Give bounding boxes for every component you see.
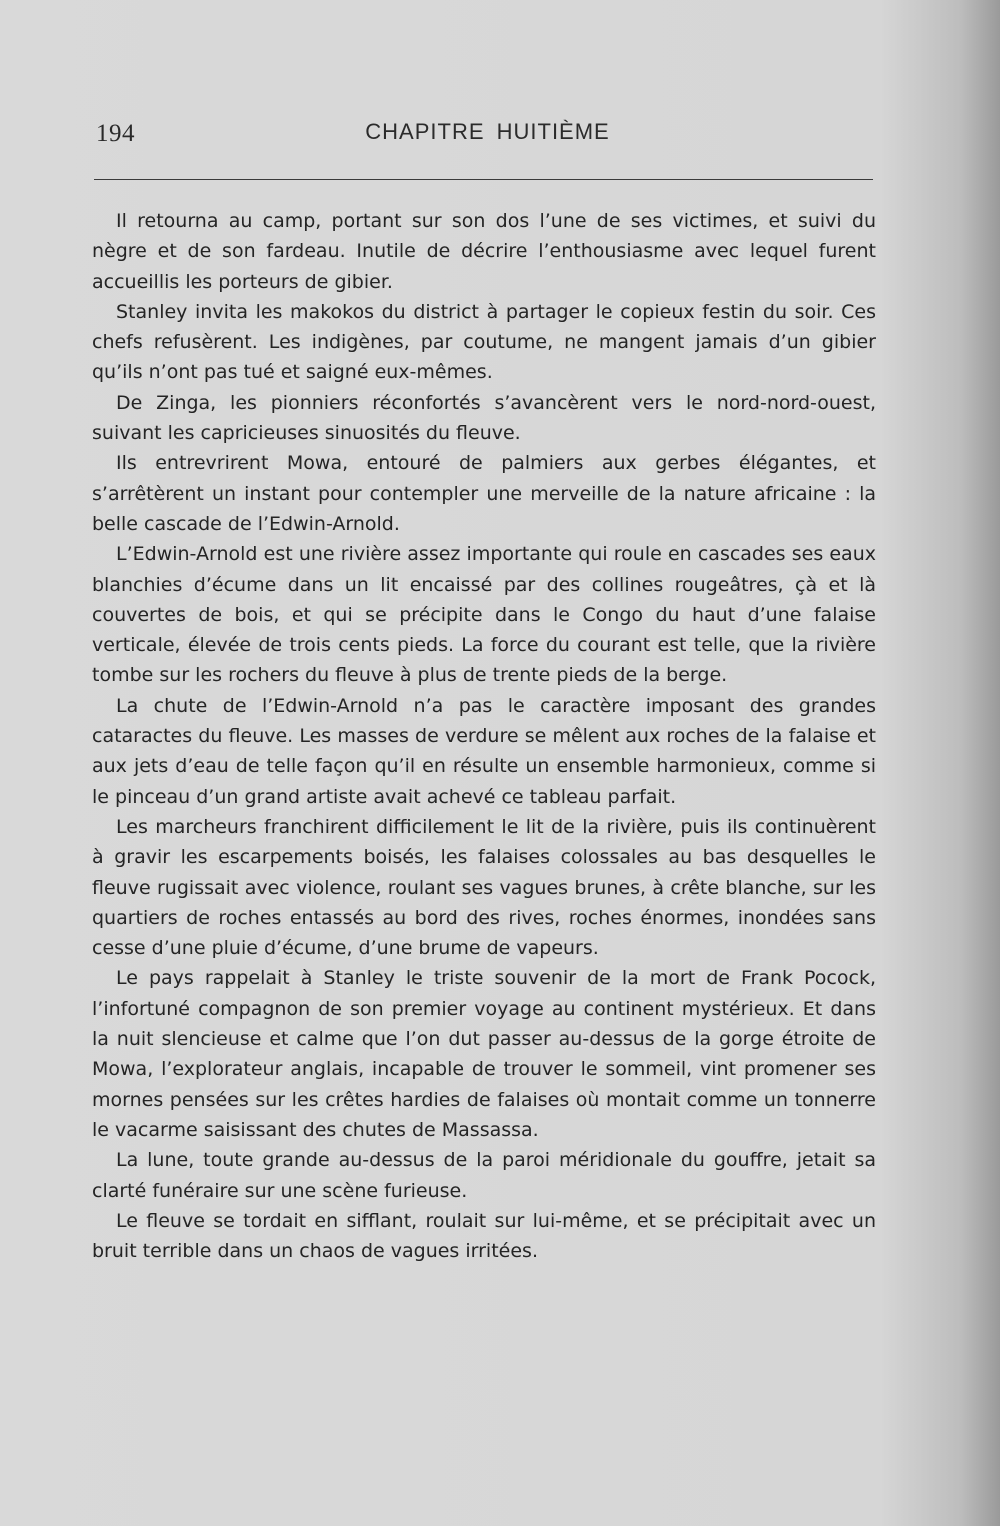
running-head: CHAPITRE HUITIÈME <box>365 119 610 144</box>
paragraph: De Zinga, les pionniers réconfortés s’avancèrent vers le nord-nord-ouest, suivant les capricieuses sinuosités du fleuve. <box>92 391 876 445</box>
header-rule <box>94 179 873 180</box>
paragraph: Le pays rappelait à Stanley le triste souvenir de la mort de Frank Pocock, l’infortuné compagnon de son premier voyage au continent mystérieux. Et dans la nuit slencieuse et calme que l’on dut passer au-dessus de la gorge étroite de Mowa, l’explorateur anglais, incapable de trouver le sommeil, vint promener ses mornes pensées sur les crêtes hardies de falaises où montait comme un tonnerre le vacarme saisissant des chutes de Massassa. <box>92 967 876 1141</box>
paragraph: Le fleuve se tordait en sifflant, roulait sur lui-même, et se précipitait avec un bruit terrible dans un chaos de vagues irritées. <box>92 1209 876 1263</box>
paragraph: Ils entrevrirent Mowa, entouré de palmiers aux gerbes élégantes, et s’arrêtèrent un instant pour contempler une merveille de la nature africaine : la belle cascade de l’Edwin-Arnold. <box>92 452 876 535</box>
paragraph: La chute de l’Edwin-Arnold n’a pas le caractère imposant des grandes cataractes du fleuve. Les masses de verdure se mêlent aux roches de la falaise et aux jets d’eau de telle façon qu’il en résulte un ensemble harmonieux, comme si le pinceau d’un grand artiste avait achevé ce tableau parfait. <box>92 694 876 808</box>
page-number: 194 <box>96 120 135 147</box>
body-text <box>92 206 876 1266</box>
paragraph: Stanley invita les makokos du district à partager le copieux festin du soir. Ces chefs refusèrent. Les indigènes, par coutume, ne mangent jamais d’un gibier qu’ils n’ont pas tué et saigné eux-mêmes. <box>92 300 876 384</box>
paragraph: Les marcheurs franchirent difficilement le lit de la rivière, puis ils continuèrent à gravir les escarpements boisés, les falaises colossales au bas desquelles le fleuve rugissait avec violence, roulant ses vagues brunes, à crête blanche, sur les quartiers de roches entassés au bord des rives, roches énormes, inondées sans cesse d’une pluie d’écume, d’une brume de vapeurs. <box>92 815 876 960</box>
paragraph: Il retourna au camp, portant sur son dos l’une de ses victimes, et suivi du nègre et de son fardeau. Inutile de décrire l’enthousiasme avec lequel furent accueillis les porteurs de gibier. <box>92 210 876 293</box>
paragraph: L’Edwin-Arnold est une rivière assez importante qui roule en cascades ses eaux blanchies d’écume dans un lit encaissé par des collines rougeâtres, çà et là couvertes de bois, et qui se précipite dans le Congo du haut d’une falaise verticale, élevée de trois cents pieds. La force du courant est telle, que la rivière tombe sur les rochers du fleuve à plus de trente pieds de la berge. <box>92 543 876 687</box>
paragraph: La lune, toute grande au-dessus de la paroi méridionale du gouffre, jetait sa clarté funéraire sur une scène furieuse. <box>92 1149 876 1202</box>
